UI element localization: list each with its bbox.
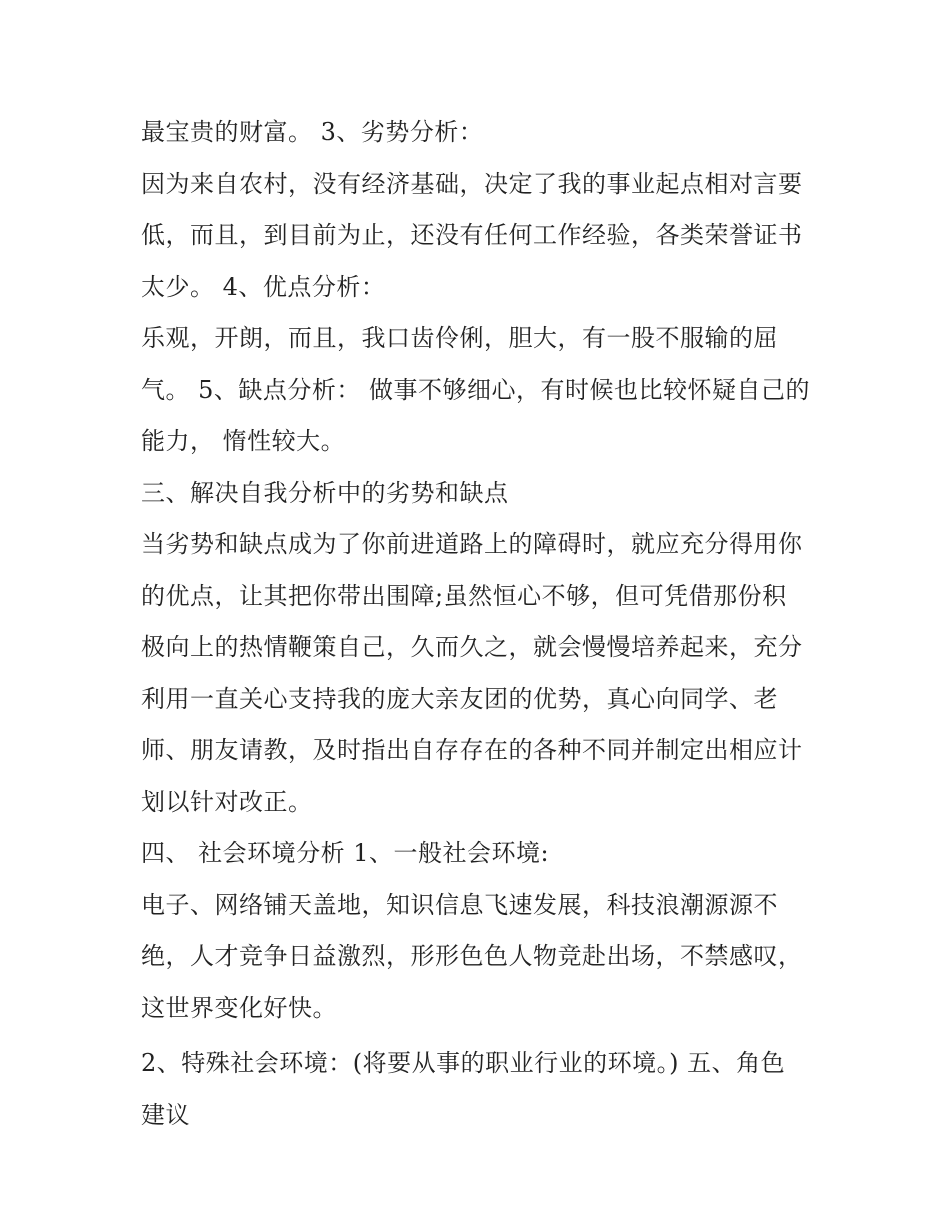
text-line: 建议 bbox=[141, 1100, 190, 1129]
heading-line: 三、解决自我分析中的劣势和缺点 bbox=[141, 478, 509, 507]
text-line: 乐观，开朗，而且，我口齿伶俐，胆大，有一股不服输的屈 bbox=[141, 324, 778, 352]
text-line: 当劣势和缺点成为了你前进道路上的障碍时，就应充分得用你 bbox=[141, 530, 803, 558]
document-body bbox=[141, 107, 821, 1141]
text-line: 电子、网络铺天盖地，知识信息飞速发展，科技浪潮源源不 bbox=[141, 890, 778, 919]
paragraph-3 bbox=[141, 313, 821, 468]
section-heading-3 bbox=[141, 468, 821, 520]
text-line: 最宝贵的财富。 3、劣势分析： bbox=[141, 118, 484, 146]
text-line: 这世界变化好快。 bbox=[141, 993, 337, 1022]
text-line: 划以针对改正。 bbox=[141, 787, 313, 816]
paragraph-7 bbox=[141, 880, 821, 1035]
heading-line: 四、 社会环境分析 1、一般社会环境: bbox=[141, 839, 550, 867]
paragraph-2 bbox=[141, 159, 821, 314]
text-line: 能力， 惰性较大。 bbox=[141, 427, 346, 455]
text-line: 气。 5、缺点分析： 做事不够细心，有时候也比较怀疑自己的 bbox=[141, 375, 811, 404]
text-line: 低，而且，到目前为止，还没有任何工作经验，各类荣誉证书 bbox=[141, 221, 803, 249]
text-line: 太少。 4、优点分析： bbox=[141, 272, 386, 301]
text-line: 2、特殊社会环境：(将要从事的职业行业的环境。) 五、角色 bbox=[141, 1049, 786, 1077]
text-line: 绝，人才竞争日益激烈，形形色色人物竞赴出场，不禁感叹， bbox=[141, 942, 803, 970]
paragraph-1 bbox=[141, 107, 821, 159]
paragraph-8 bbox=[141, 1038, 821, 1141]
section-heading-4 bbox=[141, 828, 821, 880]
text-line: 师、朋友请教，及时指出自存存在的各种不同并制定出相应计 bbox=[141, 736, 803, 764]
text-line: 的优点，让其把你带出围障;虽然恒心不够，但可凭借那份积 bbox=[141, 581, 787, 610]
text-line: 极向上的热情鞭策自己，久而久之，就会慢慢培养起来，充分 bbox=[141, 633, 803, 661]
paragraph-5 bbox=[141, 519, 821, 828]
text-line: 因为来自农村，没有经济基础，决定了我的事业起点相对言要 bbox=[141, 169, 803, 198]
text-line: 利用一直关心支持我的庞大亲友团的优势，真心向同学、老 bbox=[141, 684, 778, 713]
